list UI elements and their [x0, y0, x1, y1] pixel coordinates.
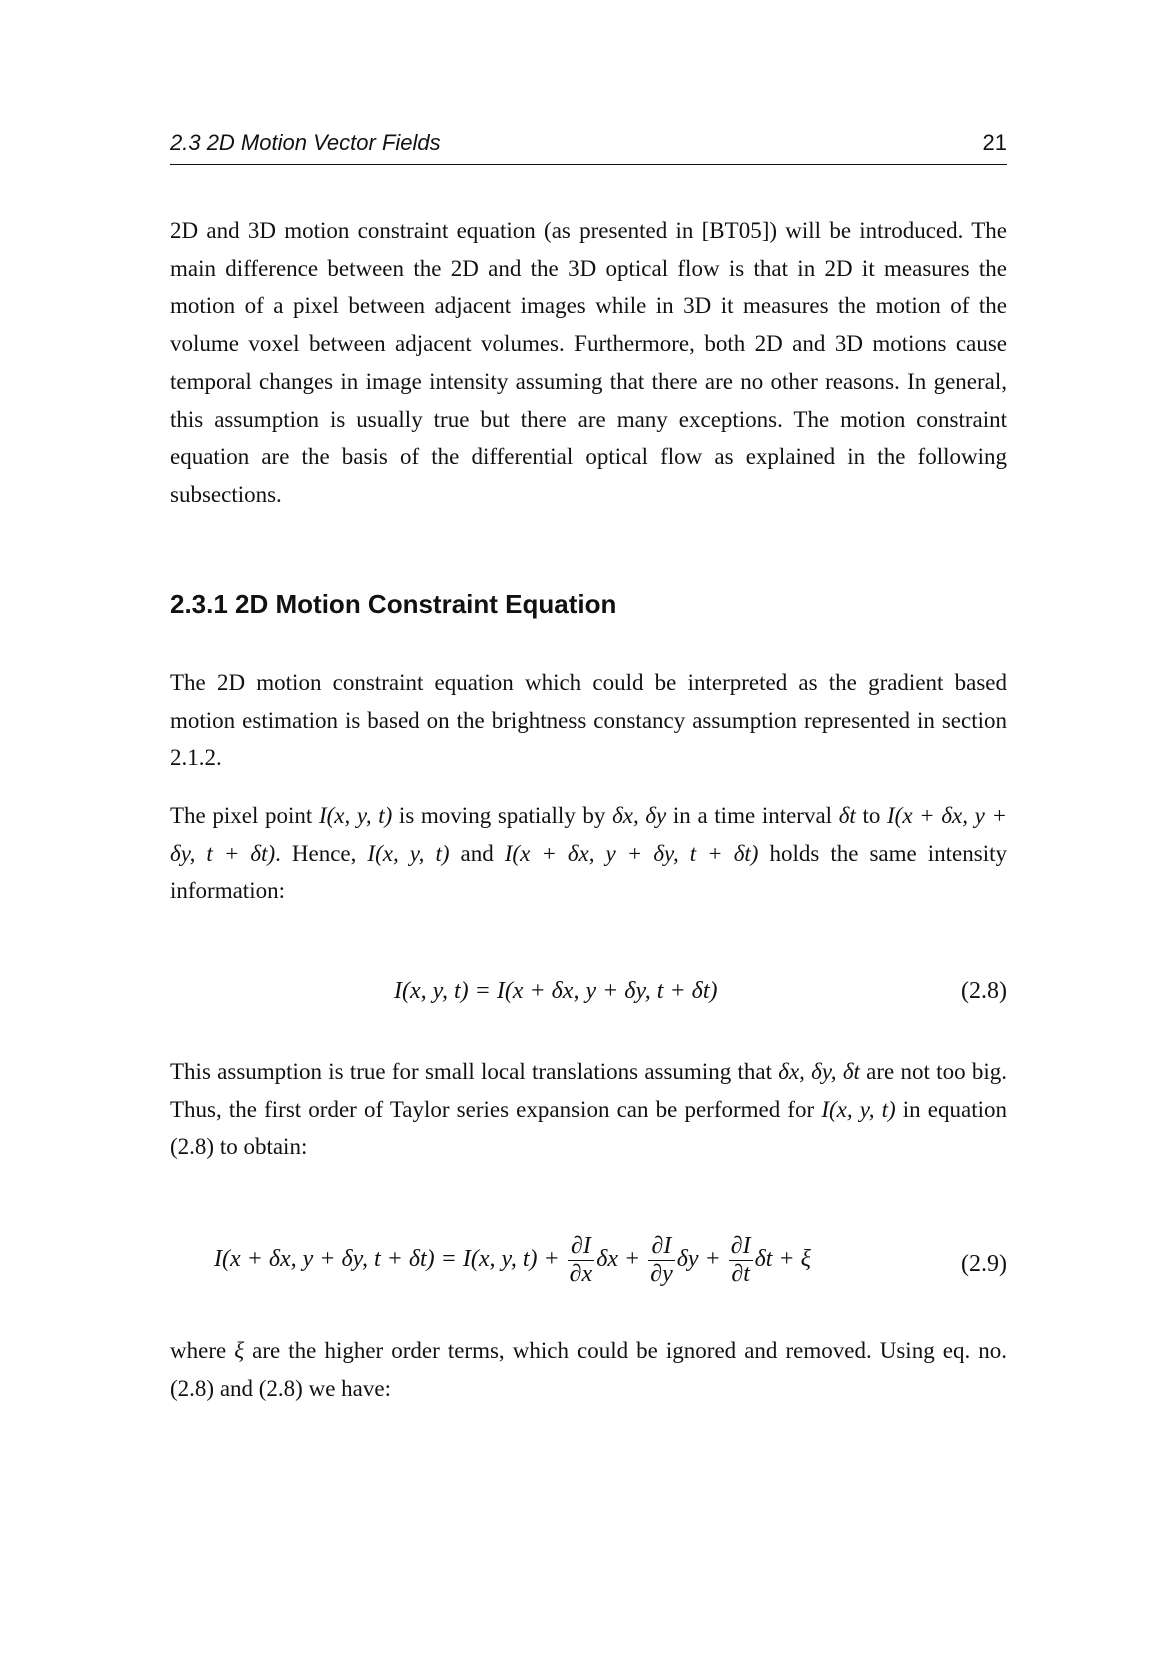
page-number: 21 [982, 130, 1007, 155]
text-run: The pixel point [170, 803, 319, 828]
math-inline: ξ [234, 1338, 245, 1363]
text-run: . Hence, [275, 840, 368, 866]
fraction-denominator: ∂t [731, 1261, 750, 1287]
math-inline: I(x + δx, y + δy, t + δt) [170, 803, 1008, 866]
paragraph-higher-order-terms [170, 1332, 1007, 1407]
header-section-title: 2.3 2D Motion Vector Fields [170, 130, 441, 155]
text-run: are not too big. Thus, the first order of Taylor series expansion can be performed for [170, 1059, 1007, 1122]
text-run: to [855, 803, 887, 828]
equation-2-9 [170, 1233, 1007, 1303]
text-run: holds the same intensity information: [170, 840, 1007, 904]
equation-2-9-expression [214, 1233, 811, 1288]
fraction-numerator: ∂I [568, 1233, 595, 1261]
equation-2-8-expression: I(x, y, t) = I(x + δx, y + δy, t + δt) [394, 978, 718, 1004]
equation-term: δx + [596, 1246, 647, 1273]
text-run: are the higher order terms, which could be ignored and removed. Using eq. no. (2.8) and (2.8) we have: [170, 1338, 1008, 1401]
partial-fraction-t [729, 1233, 753, 1288]
equation-2-9-tag: (2.9) [961, 1251, 1007, 1277]
text-run: is moving spatially by [392, 803, 613, 828]
intro-paragraph: 2D and 3D motion constraint equation (as presented in [BT05]) will be introduced. The main difference between the 2D and the 3D optical flow is that in 2D it measures the motion of a pixel between adjacent images while in 3D it measures the motion of the volume voxel between adjacent volumes. Furthermore, both 2D and 3D motions cause temporal changes in image intensity assuming that there are no other reasons. In general, this assumption is usually true but there are many exceptions. The motion constraint equation are the basis of the differential optical flow as explained in the following subsections. [170, 218, 1007, 507]
math-inline: δx, δy [612, 803, 667, 828]
text-run: in a time interval [666, 803, 839, 828]
equation-term: δy + [676, 1246, 727, 1273]
math-inline: I(x + δx, y + δy, t + δt) [504, 840, 759, 866]
text-run: where [170, 1338, 235, 1363]
math-inline: δx, δy, δt [778, 1059, 860, 1084]
equation-2-9-lhs: I(x + δx, y + δy, t + δt) = I(x, y, t) + [214, 1246, 566, 1273]
partial-fraction-y [648, 1233, 675, 1288]
text-run: and [449, 840, 505, 866]
math-inline: I(x, y, t) [367, 840, 450, 866]
fraction-denominator: ∂x [569, 1261, 593, 1287]
math-inline: I(x, y, t) [318, 803, 393, 828]
text-run: This assumption is true for small local translations assuming that [170, 1059, 779, 1084]
subsection-heading: 2.3.1 2D Motion Constraint Equation [170, 589, 617, 619]
math-inline: I(x, y, t) [821, 1096, 896, 1122]
fraction-denominator: ∂y [650, 1261, 673, 1287]
math-inline: δt [838, 803, 856, 828]
text-run: in equation (2.8) to obtain: [170, 1096, 1007, 1160]
equation-term: δt + ξ [754, 1246, 811, 1273]
fraction-numerator: ∂I [648, 1233, 675, 1261]
paragraph-brightness-constancy: The 2D motion constraint equation which could be interpreted as the gradient based motion estimation is based on the brightness constancy assumption represented in section 2.1.2. [170, 670, 1007, 771]
fraction-numerator: ∂I [730, 1233, 751, 1259]
paragraph-taylor-expansion [170, 1053, 1007, 1166]
running-header [170, 128, 1007, 165]
partial-fraction-x [568, 1233, 595, 1288]
equation-2-8-tag: (2.8) [961, 978, 1007, 1004]
paragraph-pixel-motion [170, 797, 1007, 910]
